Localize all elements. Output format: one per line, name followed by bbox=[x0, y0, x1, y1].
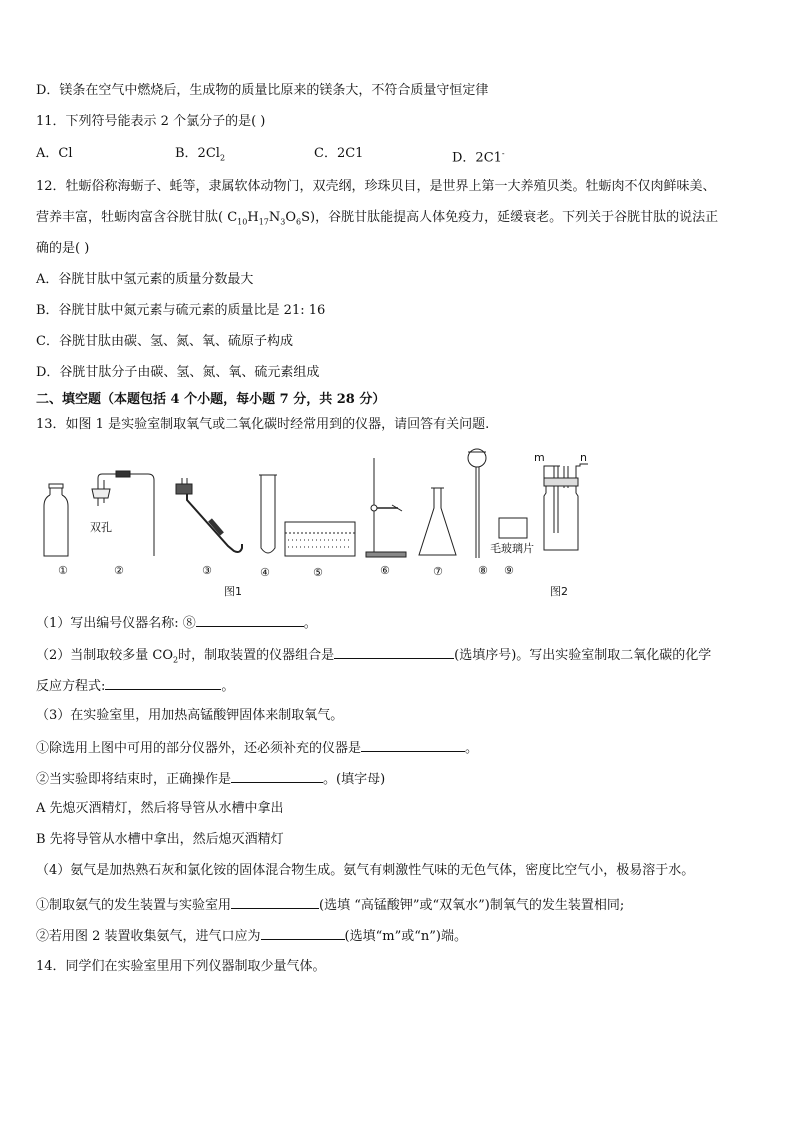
label-9: ⑨ bbox=[504, 564, 514, 577]
figure-1-caption: 图1 bbox=[224, 585, 242, 598]
answer-blank[interactable] bbox=[196, 613, 304, 627]
part-1-text: （1）写出编号仪器名称: ⑧ bbox=[36, 616, 196, 631]
q11-option-b bbox=[175, 145, 225, 168]
label-shuangkong: 双孔 bbox=[90, 521, 112, 534]
question-12-line3: 确的是( ) bbox=[36, 241, 90, 256]
question-12-line2 bbox=[36, 209, 718, 232]
part-3-choice-b: B 先将导管从水槽中拿出，然后熄灭酒精灯 bbox=[36, 832, 284, 847]
part-1-end: 。 bbox=[303, 616, 317, 631]
label-3: ③ bbox=[202, 564, 212, 577]
option-d-prev: D．镁条在空气中燃烧后，生成物的质量比原来的镁条大，不符合质量守恒定律 bbox=[36, 83, 489, 98]
q11-option-c: C．2C1 bbox=[314, 146, 364, 161]
iron-stand-icon bbox=[366, 458, 406, 557]
part-4-2-text: ②若用图 2 装置收集氨气，进气口应为 bbox=[36, 929, 261, 944]
part-3-2-text: ②当实验即将结束时，正确操作是 bbox=[36, 772, 232, 787]
part-4-1-end: (选填 “高锰酸钾”或“双氧水”)制氧气的发生装置相同; bbox=[319, 898, 625, 913]
two-hole-stopper-icon bbox=[92, 471, 154, 556]
formula-subscript: 10 bbox=[237, 217, 248, 227]
formula-subscript: 6 bbox=[296, 217, 302, 227]
stopper-bent-tube-icon bbox=[176, 478, 242, 552]
gas-jar-icon bbox=[44, 484, 68, 556]
part-3-choice-a: A 先熄灭酒精灯，然后将导管从水槽中拿出 bbox=[36, 801, 284, 816]
label-m: m bbox=[534, 451, 545, 464]
water-trough-icon bbox=[285, 522, 355, 556]
test-tube-icon bbox=[259, 475, 277, 553]
answer-blank[interactable] bbox=[231, 895, 319, 909]
part-4-2-end: (选填“m”或“n”)端。 bbox=[344, 929, 467, 944]
q12-text-a: 营养丰富，牡蛎肉富含谷胱甘肽( C bbox=[36, 210, 238, 225]
question-13: 13．如图 1 是实验室制取氧气或二氧化碳时经常用到的仪器，请回答有关问题. bbox=[36, 417, 490, 432]
part-4-1 bbox=[36, 895, 624, 915]
formula-subscript: 17 bbox=[258, 217, 269, 227]
part-3-2 bbox=[36, 769, 385, 789]
part-3: （3）在实验室里，用加热高锰酸钾固体来制取氧气。 bbox=[36, 708, 344, 723]
part-3-2-end: 。(填字母) bbox=[323, 772, 386, 787]
gas-washing-bottle-icon bbox=[544, 464, 588, 550]
formula-element: N bbox=[268, 210, 281, 225]
q11-option-d bbox=[452, 145, 505, 167]
q12-option-b: B．谷胱甘肽中氮元素与硫元素的质量比是 21: 16 bbox=[36, 303, 326, 318]
answer-blank[interactable] bbox=[334, 645, 454, 659]
q11-option-b-sub: 2 bbox=[219, 153, 226, 163]
part-2-text-b: 时，制取装置的仪器组合是 bbox=[178, 648, 335, 663]
conical-flask-icon bbox=[419, 488, 456, 555]
q11-option-d-sup: - bbox=[501, 149, 505, 158]
q12-text-b: )，谷胱甘肽能提高人体免疫力，延缓衰老。下列关于谷胱甘肽的说法正 bbox=[310, 210, 719, 225]
label-n: n bbox=[580, 451, 587, 464]
part-4-1-text: ①制取氨气的发生装置与实验室用 bbox=[36, 898, 232, 913]
answer-blank[interactable] bbox=[231, 769, 323, 783]
part-4-2 bbox=[36, 926, 467, 946]
formula-element: S bbox=[301, 210, 311, 225]
q12-option-d: D．谷胱甘肽分子由碳、氢、氮、氧、硫元素组成 bbox=[36, 365, 320, 380]
glass-slide-icon bbox=[499, 518, 527, 538]
label-7: ⑦ bbox=[433, 565, 443, 578]
part-3-1-end: 。 bbox=[465, 741, 479, 756]
long-neck-funnel-icon bbox=[468, 449, 486, 558]
formula-subscript: 3 bbox=[280, 217, 286, 227]
label-4: ④ bbox=[260, 566, 270, 579]
part-3-1-text: ①除选用上图中可用的部分仪器外，还必须补充的仪器是 bbox=[36, 741, 362, 756]
question-12-line1: 12．牡蛎俗称海蛎子、蚝等，隶属软体动物门，双壳纲，珍珠贝目，是世界上第一大养殖贝类。牡蛎肉不仅肉鲜味美、 bbox=[36, 179, 716, 194]
formula-element: O bbox=[285, 210, 297, 225]
q12-option-a: A．谷胱甘肽中氢元素的质量分数最大 bbox=[36, 272, 254, 287]
label-maoboli: 毛玻璃片 bbox=[490, 542, 534, 555]
part-2-line2 bbox=[36, 676, 234, 696]
part-3-1 bbox=[36, 738, 478, 758]
label-1: ① bbox=[58, 564, 68, 577]
part-2-text-a: （2）当制取较多量 CO bbox=[36, 648, 174, 663]
label-8: ⑧ bbox=[478, 564, 488, 577]
label-6: ⑥ bbox=[380, 564, 390, 577]
part-2-sub: 2 bbox=[173, 655, 179, 665]
label-5: ⑤ bbox=[313, 566, 323, 579]
part-2-line1 bbox=[36, 645, 711, 670]
answer-blank[interactable] bbox=[105, 676, 221, 690]
part-4: （4）氨气是加热熟石灰和氯化铵的固体混合物生成。氨气有刺激性气味的无色气体，密度比空气小，极易溶于水。 bbox=[36, 863, 695, 878]
question-11: 11．下列符号能表示 2 个氯分子的是( ) bbox=[36, 114, 266, 129]
section-2-heading: 二、填空题（本题包括 4 个小题，每小题 7 分，共 28 分） bbox=[36, 392, 386, 407]
label-2: ② bbox=[114, 564, 124, 577]
question-14: 14．同学们在实验室里用下列仪器制取少量气体。 bbox=[36, 959, 326, 974]
part-2-text-d: 反应方程式: bbox=[36, 679, 106, 694]
formula-element: H bbox=[247, 210, 259, 225]
q11-option-a: A．Cl bbox=[36, 146, 73, 161]
answer-blank[interactable] bbox=[261, 926, 345, 940]
part-2-text-e: 。 bbox=[221, 679, 235, 694]
q11-option-d-text: D．2C1 bbox=[452, 150, 502, 166]
q11-option-b-text: B．2Cl bbox=[175, 146, 220, 161]
glutathione-formula bbox=[237, 210, 310, 225]
figure-2-caption: 图2 bbox=[550, 585, 568, 598]
part-2-text-c: (选填序号)。写出实验室制取二氧化碳的化学 bbox=[454, 648, 712, 663]
part-1 bbox=[36, 613, 317, 633]
apparatus-figure bbox=[36, 448, 596, 603]
q12-option-c: C．谷胱甘肽由碳、氢、氮、氧、硫原子构成 bbox=[36, 334, 293, 349]
answer-blank[interactable] bbox=[361, 738, 465, 752]
